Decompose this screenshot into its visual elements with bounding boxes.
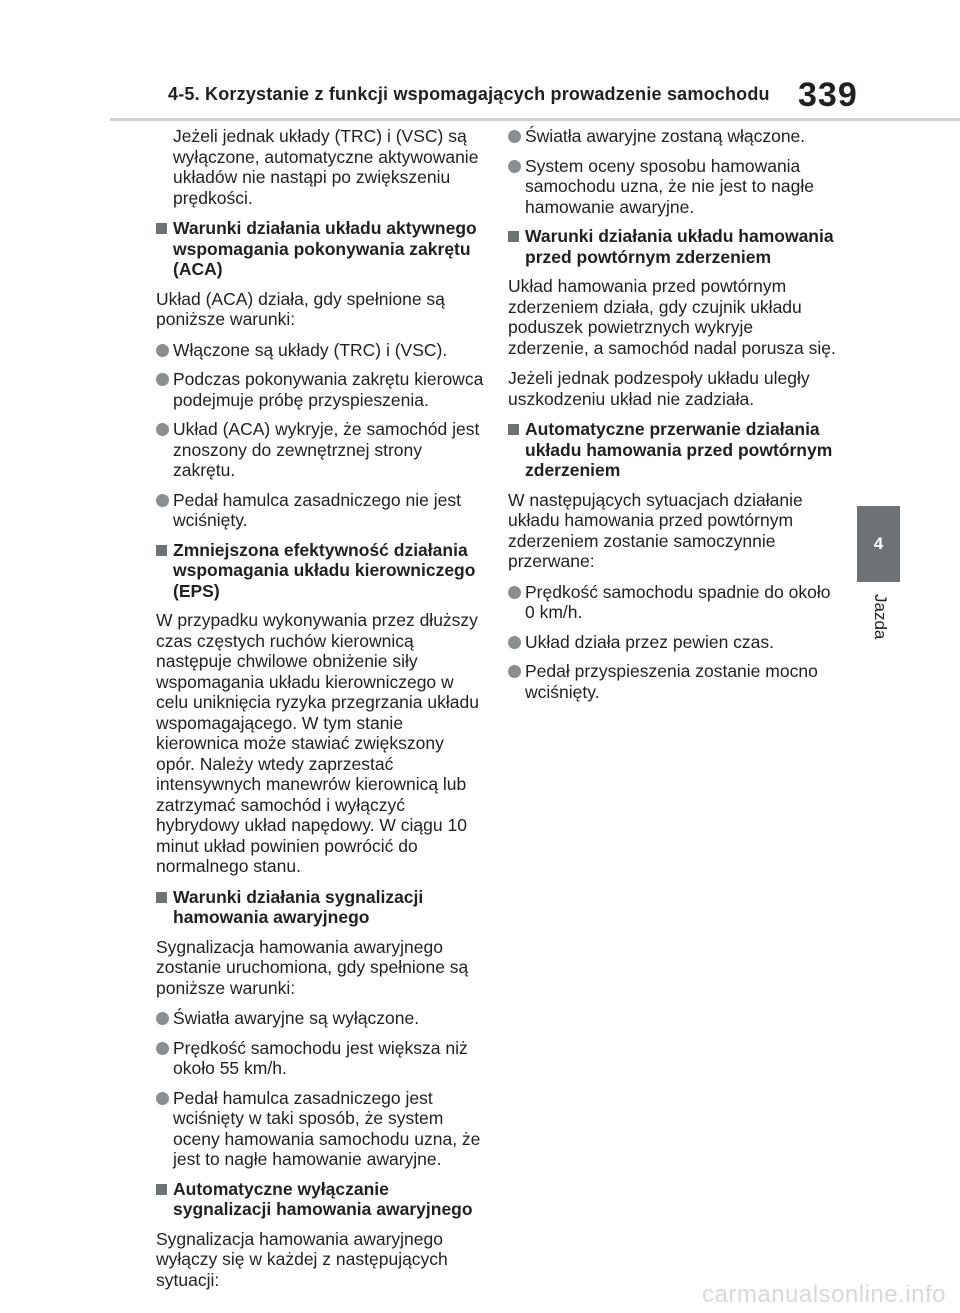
list-item-text: Układ działa przez pewien czas.	[525, 631, 775, 652]
right-column	[508, 126, 838, 711]
section-heading	[156, 1179, 486, 1220]
list-item-text: Włączone są układy (TRC) i (VSC).	[173, 339, 448, 360]
paragraph	[156, 126, 486, 208]
circle-bullet-icon	[156, 344, 169, 357]
paragraph	[508, 368, 838, 409]
list-item	[156, 369, 486, 410]
header-divider	[110, 118, 960, 121]
circle-bullet-icon	[508, 636, 521, 649]
paragraph-text: Jeżeli jednak układy (TRC) i (VSC) są wyłączone, automatyczne aktywowanie układów nie nastąpi po zwiększeniu prędkości.	[173, 126, 479, 208]
section-heading	[508, 419, 838, 481]
circle-bullet-icon	[156, 1042, 169, 1055]
heading-text: Warunki działania układu aktywnego wspomagania pokonywania zakrętu (ACA)	[173, 218, 477, 279]
paragraph	[156, 1229, 486, 1291]
list-item	[156, 1008, 486, 1029]
circle-bullet-icon	[508, 586, 521, 599]
paragraph-text: W przypadku wykonywania przez dłuższy czas częstych ruchów kierownicą następuje chwilowe obniżenie siły wspomagania układu kierowniczego w celu uniknięcia ryzyka przegrzania układu wspomagającego. W tym stanie kierownica może stawiać zwiększony opór. Należy wtedy zaprzestać intensywnych manewrów kierownicą lub zatrzymać samochód i wyłączyć hybrydowy układ napędowy. W ciągu 10 minut układ powinien powrócić do normalnego stanu.	[156, 610, 479, 876]
list-item-text: Pedał przyspieszenia zostanie mocno wciśnięty.	[525, 661, 818, 702]
list-item-text: Pedał hamulca zasadniczego jest wciśnięty w taki sposób, że system oceny hamowania samochodu uzna, że jest to nagłe hamowanie awaryjne.	[173, 1087, 481, 1169]
chapter-label-text: Jazda	[871, 594, 890, 640]
paragraph	[156, 610, 486, 877]
list-item-text: System oceny sposobu hamowania samochodu uzna, że nie jest to nagłe hamowanie awaryjne.	[525, 155, 814, 217]
square-bullet-icon	[156, 223, 167, 234]
square-bullet-icon	[508, 424, 519, 435]
paragraph-text: Jeżeli jednak podzespoły układu uległy uszkodzeniu układ nie zadziała.	[508, 368, 810, 409]
list-item-text: Światła awaryjne są wyłączone.	[173, 1008, 420, 1028]
section-title: 4-5. Korzystanie z funkcji wspomagających prowadzenie samochodu	[168, 84, 770, 104]
paragraph	[508, 490, 838, 572]
watermark: carmanualsonline.info	[702, 1281, 946, 1308]
heading-text: Automatyczne wyłączanie sygnalizacji hamowania awaryjnego	[173, 1178, 473, 1219]
list-item	[508, 582, 838, 623]
paragraph-text: Układ hamowania przed powtórnym zderzeniem działa, gdy czujnik układu poduszek powietrznych wykryje zderzenie, a samochód nadal porusza się.	[508, 276, 836, 358]
circle-bullet-icon	[508, 160, 521, 173]
square-bullet-icon	[156, 545, 167, 556]
paragraph-text: W następujących sytuacjach działanie układu hamowania przed powtórnym zderzeniem zostanie samoczynnie przerwane:	[508, 489, 803, 571]
paragraph-text: Sygnalizacja hamowania awaryjnego zostanie uruchomiona, gdy spełnione są poniższe warunki:	[156, 936, 469, 998]
list-item-text: Pedał hamulca zasadniczego nie jest wciśnięty.	[173, 489, 461, 530]
list-item	[508, 661, 838, 702]
paragraph-text: Układ (ACA) działa, gdy spełnione są poniższe warunki:	[156, 288, 445, 329]
list-item	[508, 632, 838, 653]
list-item	[156, 1088, 486, 1170]
square-bullet-icon	[156, 1184, 167, 1195]
circle-bullet-icon	[508, 130, 521, 143]
section-heading	[156, 887, 486, 928]
page-number: 339	[798, 76, 858, 114]
circle-bullet-icon	[156, 423, 169, 436]
list-item	[508, 156, 838, 218]
circle-bullet-icon	[156, 1092, 169, 1105]
circle-bullet-icon	[508, 665, 521, 678]
chapter-tab[interactable]: 4	[857, 506, 900, 582]
section-heading	[156, 218, 486, 280]
heading-text: Zmniejszona efektywność działania wspomagania układu kierowniczego (EPS)	[173, 539, 476, 601]
left-column	[156, 126, 486, 1300]
list-item	[156, 419, 486, 481]
page-header	[0, 0, 960, 112]
list-item-text: Podczas pokonywania zakrętu kierowca podejmuje próbę przyspieszenia.	[173, 369, 484, 410]
heading-text: Warunki działania sygnalizacji hamowania awaryjnego	[173, 886, 424, 927]
chapter-label	[860, 594, 900, 654]
circle-bullet-icon	[156, 373, 169, 386]
circle-bullet-icon	[156, 494, 169, 507]
circle-bullet-icon	[156, 1012, 169, 1025]
heading-text: Warunki działania układu hamowania przed powtórnym zderzeniem	[525, 226, 834, 267]
square-bullet-icon	[508, 231, 519, 242]
paragraph	[156, 937, 486, 999]
section-heading	[156, 540, 486, 602]
heading-text: Automatyczne przerwanie działania układu hamowania przed powtórnym zderzeniem	[525, 419, 833, 480]
paragraph	[156, 289, 486, 330]
paragraph-text: Sygnalizacja hamowania awaryjnego wyłączy się w każdej z następujących sytuacji:	[156, 1228, 448, 1290]
list-item	[156, 340, 486, 361]
list-item	[508, 126, 838, 147]
paragraph	[508, 276, 838, 358]
section-heading	[508, 226, 838, 267]
list-item-text: Układ (ACA) wykryje, że samochód jest znoszony do zewnętrznej strony zakrętu.	[173, 419, 480, 480]
list-item-text: Prędkość samochodu spadnie do około 0 km/h.	[525, 581, 831, 622]
list-item	[156, 490, 486, 531]
list-item	[156, 1038, 486, 1079]
list-item-text: Prędkość samochodu jest większa niż około 55 km/h.	[173, 1037, 468, 1078]
list-item-text: Światła awaryjne zostaną włączone.	[525, 126, 806, 146]
square-bullet-icon	[156, 892, 167, 903]
